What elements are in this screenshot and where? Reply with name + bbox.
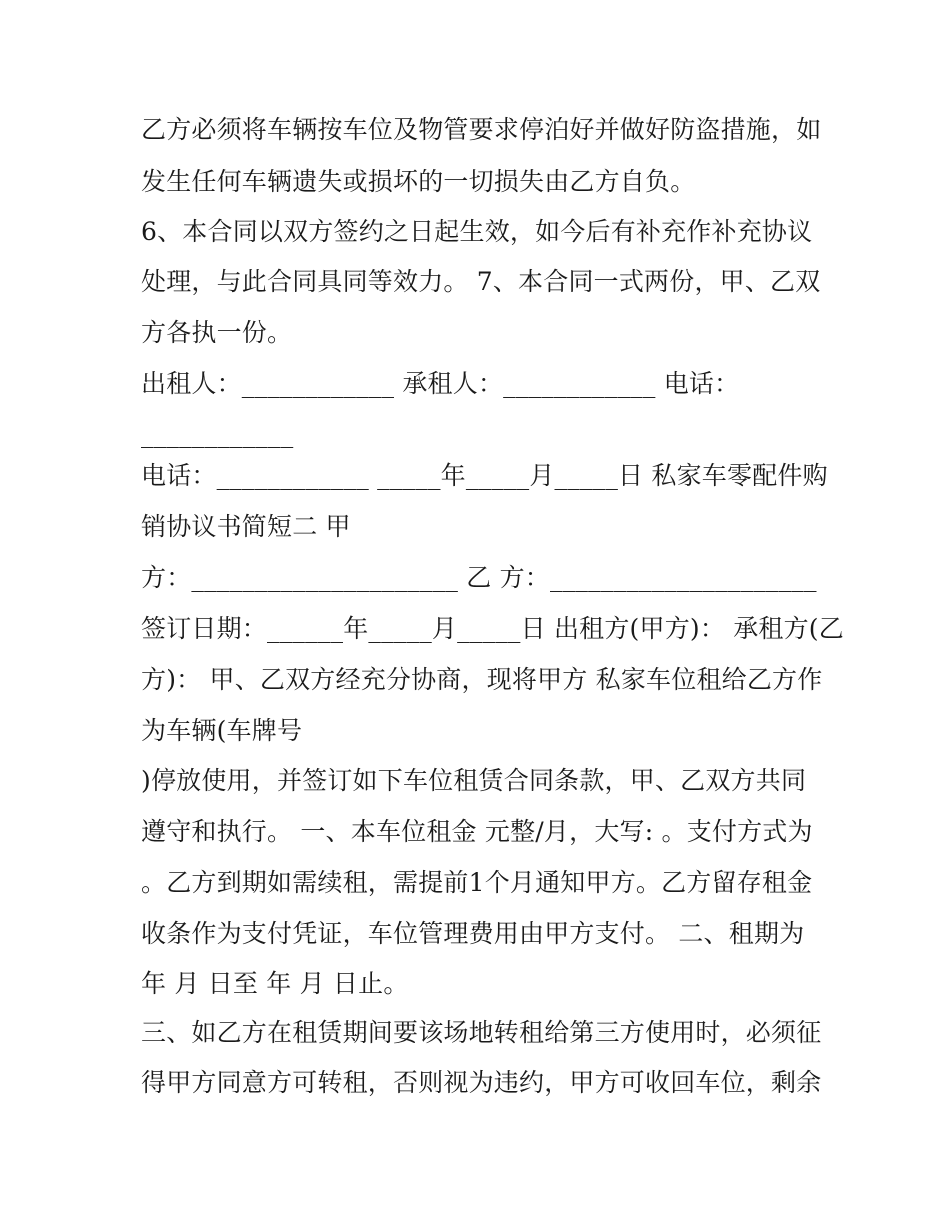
text-line: 年 月 日至 年 月 日止。 (141, 969, 409, 998)
text-line: 三、如乙方在租赁期间要该场地转租给第三方使用时，必须征 (141, 1018, 822, 1047)
signature-blank: ____________ (141, 419, 294, 448)
section-heading: 销协议书简短二 甲 (141, 512, 351, 541)
text-line: 处理，与此合同具同等效力。 7、本合同一式两份，甲、乙双 (141, 267, 821, 296)
party-line: 方：_____________________ 乙 方：_____________________ (141, 563, 817, 592)
text-line: 。乙方到期如需续租，需提前1个月通知甲方。乙方留存租金 (141, 868, 813, 897)
text-line: 为车辆(车牌号 (141, 716, 303, 745)
text-line: 收条作为支付凭证，车位管理费用由甲方支付。 二、租期为 (141, 919, 805, 948)
text-line: 发生任何车辆遗失或损坏的一切损失由乙方自负。 (141, 167, 696, 196)
text-line: 方)： 甲、乙双方经充分协商，现将甲方 私家车位租给乙方作 (141, 665, 823, 694)
text-line: 得甲方同意方可转租，否则视为违约，甲方可收回车位，剩余 (141, 1068, 822, 1097)
text-line: 遵守和执行。 一、本车位租金 元整/月，大写: 。支付方式为 (141, 817, 813, 846)
signature-line: 出租人：____________ 承租人：____________ 电话： (141, 369, 740, 398)
text-line: )停放使用，并签订如下车位租赁合同条款，甲、乙双方共同 (141, 766, 807, 795)
text-line: 乙方必须将车辆按车位及物管要求停泊好并做好防盗措施，如 (141, 115, 822, 144)
text-line: 签订日期：______年_____月_____日 出租方(甲方)： 承租方(乙 (141, 614, 844, 643)
text-line: 电话：____________ _____年_____月_____日 私家车零配件购 (141, 461, 828, 490)
text-line: 6、本合同以双方签约之日起生效，如今后有补充作补充协议 (141, 217, 813, 246)
text-line: 方各执一份。 (141, 318, 293, 347)
